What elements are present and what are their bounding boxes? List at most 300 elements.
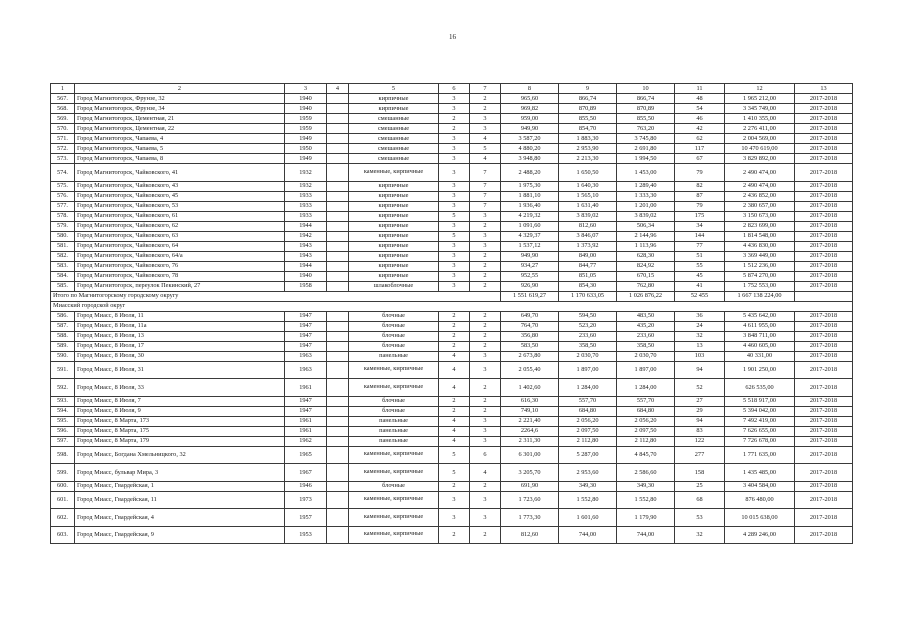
table-cell: 1 565,10 — [559, 191, 617, 201]
table-cell: 506,34 — [617, 221, 675, 231]
table-cell: панельные — [349, 436, 439, 446]
table-cell: 3 — [439, 281, 470, 291]
table-cell: 579. — [51, 221, 75, 231]
table-cell: 77 — [675, 241, 725, 251]
table-cell: Город Миасс, Гвардейская, 9 — [75, 526, 285, 544]
table-cell: 2 — [439, 396, 470, 406]
table-cell: 51 — [675, 251, 725, 261]
table-cell: 82 — [675, 181, 725, 191]
table-cell: 3 345 749,00 — [725, 104, 795, 114]
table-cell: 3 — [439, 154, 470, 164]
table-cell: 1953 — [285, 526, 327, 544]
table-cell: 762,80 — [617, 281, 675, 291]
table-cell: 2 — [470, 311, 501, 321]
table-cell — [327, 164, 349, 182]
table-cell — [327, 134, 349, 144]
table-cell: 1973 — [285, 491, 327, 509]
table-cell: 3 — [470, 509, 501, 527]
table-cell: 3 — [470, 351, 501, 361]
table-cell: 763,20 — [617, 124, 675, 134]
table-cell: 4 460 605,00 — [725, 341, 795, 351]
table-cell: 5 — [439, 446, 470, 464]
table-cell: 684,80 — [559, 406, 617, 416]
table-cell — [327, 281, 349, 291]
table-cell: 824,92 — [617, 261, 675, 271]
table-cell: 2 055,40 — [501, 361, 559, 379]
table-cell: 1 771 635,00 — [725, 446, 795, 464]
table-cell: кирпичные — [349, 261, 439, 271]
table-cell: 628,30 — [617, 251, 675, 261]
table-cell — [327, 211, 349, 221]
table-row — [51, 124, 853, 134]
table-cell: Город Миасс, 8 Марта, 175 — [75, 426, 285, 436]
table-cell: 87 — [675, 191, 725, 201]
table-cell: смешанные — [349, 144, 439, 154]
table-cell: 52 — [675, 379, 725, 397]
table-cell: 4 — [439, 436, 470, 446]
table-cell: 2264,6 — [501, 426, 559, 436]
table-cell: 32 — [675, 526, 725, 544]
table-cell: 1 752 553,00 — [725, 281, 795, 291]
table-row — [51, 221, 853, 231]
table-cell: 949,90 — [501, 124, 559, 134]
table-cell: 866,74 — [559, 94, 617, 104]
table-cell: 2017-2018 — [795, 311, 853, 321]
table-cell: 1 650,50 — [559, 164, 617, 182]
table-cell: 2 221,40 — [501, 416, 559, 426]
table-cell: Город Магнитогорск, Фрунзе, 34 — [75, 104, 285, 114]
total-cell: 1 551 619,27 — [501, 291, 559, 301]
table-cell: 2017-2018 — [795, 436, 853, 446]
table-cell — [327, 406, 349, 416]
table-cell: 2 — [439, 321, 470, 331]
table-cell: кирпичные — [349, 251, 439, 261]
table-cell: Город Магнитогорск, Чайковского, 61 — [75, 211, 285, 221]
table-cell: кирпичные — [349, 211, 439, 221]
table-cell: 934,27 — [501, 261, 559, 271]
table-row — [51, 351, 853, 361]
table-row — [51, 446, 853, 464]
table-cell: 3 — [439, 191, 470, 201]
total-label: Итого по Магнитогорскому городскому округу — [51, 291, 501, 301]
table-cell: 1 936,40 — [501, 201, 559, 211]
table-cell: 597. — [51, 436, 75, 446]
table-row — [51, 154, 853, 164]
table-cell: 1 410 355,00 — [725, 114, 795, 124]
table-cell: каменные, кирпичные — [349, 526, 439, 544]
table-cell — [327, 464, 349, 482]
table-cell: блочные — [349, 396, 439, 406]
table-cell — [327, 491, 349, 509]
table-cell: 870,89 — [617, 104, 675, 114]
table-cell: 2017-2018 — [795, 416, 853, 426]
table-cell: 2 112,80 — [617, 436, 675, 446]
table-cell: 3 — [470, 436, 501, 446]
table-cell: 580. — [51, 231, 75, 241]
table-row — [51, 379, 853, 397]
table-cell: 2 — [470, 281, 501, 291]
table-cell: 1947 — [285, 321, 327, 331]
table-cell: 3 205,70 — [501, 464, 559, 482]
table-cell: 591. — [51, 361, 75, 379]
table-cell: 2017-2018 — [795, 321, 853, 331]
table-cell: 2017-2018 — [795, 231, 853, 241]
table-cell: 2 953,90 — [559, 144, 617, 154]
table-cell: 3 948,80 — [501, 154, 559, 164]
table-cell: 1 435 485,00 — [725, 464, 795, 482]
table-cell: каменные, кирпичные — [349, 464, 439, 482]
table-cell: 4 329,37 — [501, 231, 559, 241]
table-cell — [327, 379, 349, 397]
table-cell: 233,60 — [617, 331, 675, 341]
table-cell: 36 — [675, 311, 725, 321]
table-cell: 2017-2018 — [795, 379, 853, 397]
table-cell: 3 — [470, 241, 501, 251]
table-cell: 1 402,60 — [501, 379, 559, 397]
table-cell: 583. — [51, 261, 75, 271]
table-cell: 849,00 — [559, 251, 617, 261]
table-cell: 577. — [51, 201, 75, 211]
table-cell: панельные — [349, 351, 439, 361]
table-cell: 7 726 678,00 — [725, 436, 795, 446]
table-row — [51, 321, 853, 331]
table-cell: 3 587,20 — [501, 134, 559, 144]
table-cell: 3 — [439, 251, 470, 261]
section-label: Миасский городской округ — [51, 301, 853, 311]
table-cell — [327, 446, 349, 464]
table-row — [51, 416, 853, 426]
table-cell: 568. — [51, 104, 75, 114]
table-cell: 4 880,20 — [501, 144, 559, 154]
table-cell: 62 — [675, 134, 725, 144]
section-row — [51, 301, 853, 311]
table-cell: Город Магнитогорск, Цементная, 22 — [75, 124, 285, 134]
table-cell: каменные, кирпичные — [349, 164, 439, 182]
table-cell: Город Миасс, 8 Июля, 7 — [75, 396, 285, 406]
table-cell — [327, 231, 349, 241]
table-cell: 2017-2018 — [795, 191, 853, 201]
table-cell: 94 — [675, 361, 725, 379]
table-row — [51, 144, 853, 154]
table-cell: 3 — [439, 261, 470, 271]
table-cell: кирпичные — [349, 231, 439, 241]
table-cell: 3 — [470, 114, 501, 124]
table-cell: 1961 — [285, 416, 327, 426]
table-cell — [327, 144, 349, 154]
total-cell: 1 026 876,22 — [617, 291, 675, 301]
table-cell: 5 518 917,00 — [725, 396, 795, 406]
table-cell: 2 — [470, 221, 501, 231]
table-cell: 2 586,60 — [617, 464, 675, 482]
table-cell: 158 — [675, 464, 725, 482]
table-cell: 1 897,00 — [617, 361, 675, 379]
table-cell: 5 874 270,00 — [725, 271, 795, 281]
page-number: 16 — [449, 33, 456, 41]
table-cell: 4 — [470, 154, 501, 164]
table-cell: 626 535,00 — [725, 379, 795, 397]
table-cell: 1933 — [285, 211, 327, 221]
table-cell: блочные — [349, 311, 439, 321]
table-cell — [327, 321, 349, 331]
table-cell: 2 — [439, 331, 470, 341]
table-cell: 1967 — [285, 464, 327, 482]
table-cell: 1962 — [285, 436, 327, 446]
table-cell: 952,55 — [501, 271, 559, 281]
total-empty-cell — [795, 291, 853, 301]
table-cell: смешанные — [349, 124, 439, 134]
table-cell: 2 953,60 — [559, 464, 617, 482]
table-cell: 1 552,80 — [617, 491, 675, 509]
table-cell: 2017-2018 — [795, 241, 853, 251]
table-cell — [327, 221, 349, 231]
table-cell: 569. — [51, 114, 75, 124]
table-cell: 435,20 — [617, 321, 675, 331]
table-cell: 2017-2018 — [795, 341, 853, 351]
table-cell: 68 — [675, 491, 725, 509]
table-cell: Город Магнитогорск, Цементная, 21 — [75, 114, 285, 124]
table-cell: 1958 — [285, 281, 327, 291]
table-cell: 1963 — [285, 361, 327, 379]
table-cell: 2017-2018 — [795, 351, 853, 361]
table-cell: 649,70 — [501, 311, 559, 321]
table-cell: 1944 — [285, 221, 327, 231]
table-cell: 1932 — [285, 181, 327, 191]
column-number: 2 — [75, 84, 285, 94]
table-cell: Город Миасс, 8 Июля, 9 — [75, 406, 285, 416]
table-cell: 1 975,30 — [501, 181, 559, 191]
table-cell: 1959 — [285, 124, 327, 134]
table-cell: 1 537,12 — [501, 241, 559, 251]
table-cell: 2 — [470, 526, 501, 544]
table-cell: 34 — [675, 221, 725, 231]
table-cell: 2017-2018 — [795, 464, 853, 482]
table-cell: 3 829 892,00 — [725, 154, 795, 164]
table-cell: 855,50 — [617, 114, 675, 124]
total-cell: 1 170 633,05 — [559, 291, 617, 301]
table-cell: 600. — [51, 481, 75, 491]
table-cell: 2 — [439, 114, 470, 124]
table-cell: Город Магнитогорск, Чайковского, 45 — [75, 191, 285, 201]
table-cell: Город Миасс, Гвардейская, 11 — [75, 491, 285, 509]
table-cell: 2 112,80 — [559, 436, 617, 446]
table-cell: Город Миасс, 8 Июля, 11 — [75, 311, 285, 321]
table-cell — [327, 114, 349, 124]
table-cell: 1 552,80 — [559, 491, 617, 509]
table-row — [51, 94, 853, 104]
table-cell: 1 289,40 — [617, 181, 675, 191]
table-cell: панельные — [349, 426, 439, 436]
table-cell — [327, 191, 349, 201]
table-cell: 2 — [470, 341, 501, 351]
table-cell: 582. — [51, 251, 75, 261]
table-cell: 2 097,50 — [617, 426, 675, 436]
table-cell: 103 — [675, 351, 725, 361]
total-cell: 1 667 138 224,00 — [725, 291, 795, 301]
table-cell: 1 453,00 — [617, 164, 675, 182]
table-cell: 2017-2018 — [795, 331, 853, 341]
column-number: 6 — [439, 84, 470, 94]
column-number-row — [51, 84, 853, 94]
table-cell: кирпичные — [349, 94, 439, 104]
table-cell: блочные — [349, 321, 439, 331]
table-cell: 175 — [675, 211, 725, 221]
table-cell: 349,30 — [617, 481, 675, 491]
table-cell: 4 — [439, 379, 470, 397]
table-cell: 5 287,00 — [559, 446, 617, 464]
table-cell: Город Миасс, 8 Июля, 33 — [75, 379, 285, 397]
table-cell: 691,90 — [501, 481, 559, 491]
table-cell: 1 883,30 — [559, 134, 617, 144]
table-row — [51, 251, 853, 261]
table-cell: каменные, кирпичные — [349, 379, 439, 397]
table-cell: 926,90 — [501, 281, 559, 291]
table-cell: 601. — [51, 491, 75, 509]
table-cell: 744,00 — [559, 526, 617, 544]
table-cell: 969,82 — [501, 104, 559, 114]
table-cell: 2017-2018 — [795, 281, 853, 291]
table-cell: 5 435 642,00 — [725, 311, 795, 321]
table-cell: 3 — [439, 241, 470, 251]
table-cell: 2017-2018 — [795, 181, 853, 191]
table-row — [51, 426, 853, 436]
table-cell: 570. — [51, 124, 75, 134]
table-cell: 277 — [675, 446, 725, 464]
table-cell: 3 — [439, 221, 470, 231]
table-cell: 1940 — [285, 271, 327, 281]
table-cell — [327, 271, 349, 281]
table-cell: 1957 — [285, 509, 327, 527]
table-cell: 573. — [51, 154, 75, 164]
table-cell: 3 — [470, 361, 501, 379]
table-cell: 3 846,07 — [559, 231, 617, 241]
total-row — [51, 291, 853, 301]
table-cell: 2017-2018 — [795, 261, 853, 271]
table-cell: 1 512 236,00 — [725, 261, 795, 271]
table-cell: 1961 — [285, 379, 327, 397]
table-cell: 598. — [51, 446, 75, 464]
table-cell: 1944 — [285, 261, 327, 271]
column-number: 11 — [675, 84, 725, 94]
table-cell — [327, 124, 349, 134]
table-cell: 3 — [439, 201, 470, 211]
table-row — [51, 406, 853, 416]
table-cell: 2017-2018 — [795, 114, 853, 124]
table-cell — [327, 311, 349, 321]
table-row — [51, 164, 853, 182]
table-cell: 876 480,00 — [725, 491, 795, 509]
table-cell: 1933 — [285, 201, 327, 211]
table-cell: 358,50 — [617, 341, 675, 351]
table-cell: 3 — [470, 416, 501, 426]
table-cell: 7 — [470, 201, 501, 211]
table-cell: 1943 — [285, 241, 327, 251]
table-row — [51, 104, 853, 114]
table-cell: 1 179,90 — [617, 509, 675, 527]
table-cell: 603. — [51, 526, 75, 544]
table-cell: 3 — [470, 491, 501, 509]
table-cell: 2 030,70 — [617, 351, 675, 361]
table-cell: 557,70 — [617, 396, 675, 406]
table-cell: 2 056,20 — [559, 416, 617, 426]
table-cell: блочные — [349, 406, 439, 416]
table-cell: 2017-2018 — [795, 134, 853, 144]
table-cell: Город Магнитогорск, Чайковского, 62 — [75, 221, 285, 231]
table-cell: 2017-2018 — [795, 124, 853, 134]
table-cell: 576. — [51, 191, 75, 201]
table-cell: 2 823 699,00 — [725, 221, 795, 231]
table-cell: 2017-2018 — [795, 406, 853, 416]
table-cell: 1949 — [285, 154, 327, 164]
table-cell: 595. — [51, 416, 75, 426]
table-cell: 53 — [675, 509, 725, 527]
table-cell: 2 030,70 — [559, 351, 617, 361]
table-cell: 1 201,00 — [617, 201, 675, 211]
table-cell: 2017-2018 — [795, 144, 853, 154]
table-cell: Город Миасс, 8 Июля, 30 — [75, 351, 285, 361]
table-cell: 1 284,00 — [559, 379, 617, 397]
table-cell: 7 492 419,00 — [725, 416, 795, 426]
table-cell: Город Магнитогорск, Чайковского, 78 — [75, 271, 285, 281]
table-cell: 3 — [470, 124, 501, 134]
table-cell: 3 — [439, 181, 470, 191]
table-cell: Город Магнитогорск, Чапаева, 8 — [75, 154, 285, 164]
table-cell: 1943 — [285, 251, 327, 261]
table-cell: 349,30 — [559, 481, 617, 491]
table-cell: 5 394 042,00 — [725, 406, 795, 416]
table-cell: 4 436 830,00 — [725, 241, 795, 251]
table-cell: 1947 — [285, 331, 327, 341]
column-number: 5 — [349, 84, 439, 94]
table-cell: 587. — [51, 321, 75, 331]
table-cell — [327, 261, 349, 271]
table-cell: 3 — [439, 164, 470, 182]
table-cell: 2017-2018 — [795, 251, 853, 261]
table-cell: 1942 — [285, 231, 327, 241]
table-cell: 1933 — [285, 191, 327, 201]
table-cell: 1947 — [285, 406, 327, 416]
table-cell: 3 369 449,00 — [725, 251, 795, 261]
table-cell: 2 213,30 — [559, 154, 617, 164]
table-row — [51, 114, 853, 124]
table-cell: Город Магнитогорск, Чапаева, 5 — [75, 144, 285, 154]
table-cell: 10 015 638,00 — [725, 509, 795, 527]
table-cell: 764,70 — [501, 321, 559, 331]
table-cell: 2 — [470, 379, 501, 397]
table-cell — [327, 416, 349, 426]
table-cell: 1947 — [285, 311, 327, 321]
table-cell: 2017-2018 — [795, 154, 853, 164]
table-cell: 2017-2018 — [795, 446, 853, 464]
table-cell: 1 631,40 — [559, 201, 617, 211]
table-cell: 1 113,96 — [617, 241, 675, 251]
column-number: 9 — [559, 84, 617, 94]
table-cell: 965,60 — [501, 94, 559, 104]
table-cell: 1 091,60 — [501, 221, 559, 231]
table-cell — [327, 181, 349, 191]
table-cell: 2 436 852,00 — [725, 191, 795, 201]
table-cell: кирпичные — [349, 191, 439, 201]
table-cell: 45 — [675, 271, 725, 281]
table-cell: 581. — [51, 241, 75, 251]
table-cell: 602. — [51, 509, 75, 527]
table-cell: Город Магнитогорск, Чайковского, 64/а — [75, 251, 285, 261]
table-cell: 2 — [470, 251, 501, 261]
table-cell: 616,30 — [501, 396, 559, 406]
table-cell: смешанные — [349, 114, 439, 124]
table-cell: 523,20 — [559, 321, 617, 331]
table-cell: 2 144,96 — [617, 231, 675, 241]
table-row — [51, 509, 853, 527]
